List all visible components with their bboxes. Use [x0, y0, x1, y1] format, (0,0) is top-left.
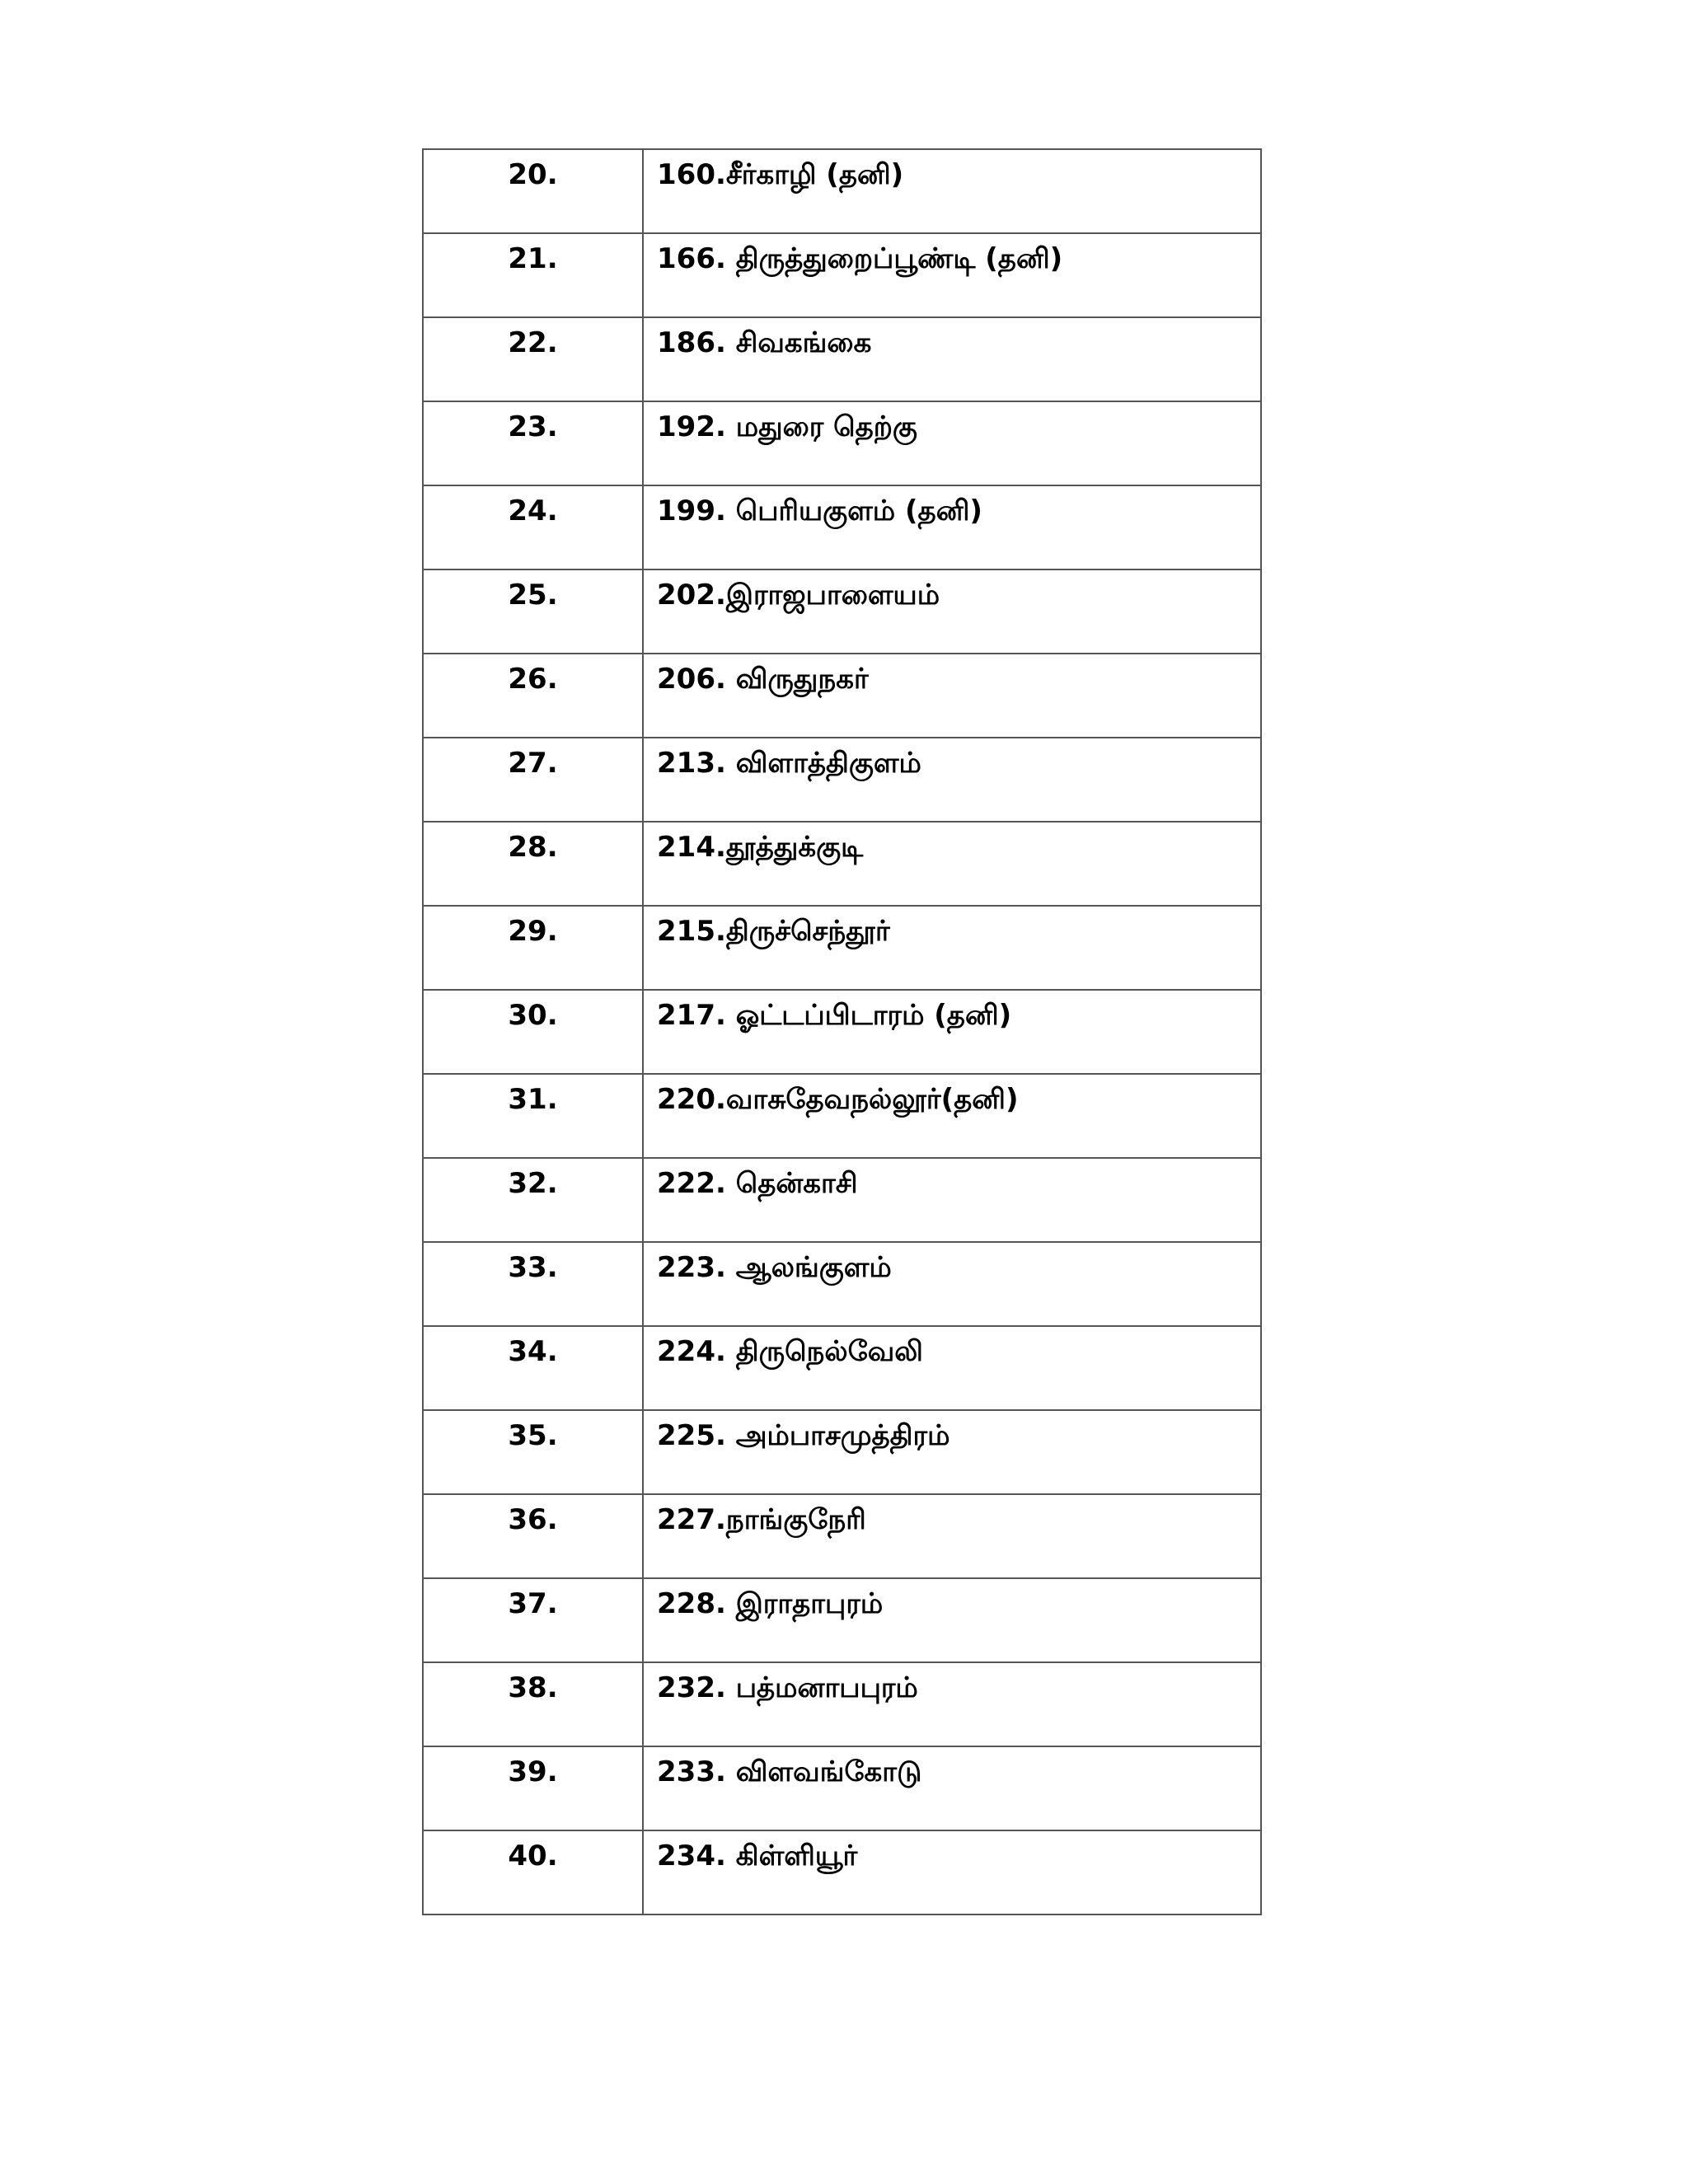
serial-number: 37.: [508, 1587, 558, 1620]
constituency-name: 160.சீர்காழி (தனி): [657, 158, 904, 191]
constituency-name: 215.திருச்செந்தூர்: [657, 915, 890, 948]
serial-cell: [423, 1746, 643, 1830]
table-row: [423, 822, 1261, 906]
serial-number: 40.: [508, 1840, 558, 1872]
constituency-cell: [643, 1494, 1261, 1578]
constituency-cell: [643, 1746, 1261, 1830]
constituency-name: 227.நாங்குநேரி: [657, 1503, 866, 1536]
constituency-name: 233. விளவங்கோடு: [657, 1755, 922, 1788]
constituency-name: 206. விருதுநகர்: [657, 663, 869, 696]
constituency-cell: [643, 822, 1261, 906]
serial-cell: [423, 1242, 643, 1326]
serial-cell: [423, 233, 643, 317]
table-row: [423, 1578, 1261, 1662]
serial-cell: [423, 1074, 643, 1158]
constituency-name: 225. அம்பாசமுத்திரம்: [657, 1419, 950, 1452]
serial-cell: [423, 317, 643, 401]
serial-number: 39.: [508, 1755, 558, 1788]
table-row: [423, 990, 1261, 1074]
table-row: [423, 1746, 1261, 1830]
serial-number: 29.: [508, 915, 558, 948]
table-row: [423, 1662, 1261, 1746]
constituency-name: 222. தென்காசி: [657, 1167, 858, 1200]
table-row: [423, 485, 1261, 569]
serial-number: 27.: [508, 747, 558, 780]
serial-cell: [423, 1326, 643, 1410]
serial-number: 38.: [508, 1671, 558, 1704]
table-row: [423, 906, 1261, 990]
serial-cell: [423, 1830, 643, 1915]
table-row: [423, 1410, 1261, 1494]
constituency-cell: [643, 485, 1261, 569]
serial-cell: [423, 822, 643, 906]
constituency-cell: [643, 1830, 1261, 1915]
serial-number: 23.: [508, 410, 558, 443]
table-row: [423, 1074, 1261, 1158]
table-row: [423, 1242, 1261, 1326]
serial-cell: [423, 1578, 643, 1662]
serial-cell: [423, 654, 643, 738]
serial-number: 22.: [508, 326, 558, 359]
table-row: [423, 1326, 1261, 1410]
serial-cell: [423, 485, 643, 569]
serial-cell: [423, 738, 643, 822]
table-row: [423, 149, 1261, 233]
serial-number: 26.: [508, 663, 558, 696]
constituency-name: 192. மதுரை தெற்கு: [657, 410, 917, 443]
constituency-name: 224. திருநெல்வேலி: [657, 1335, 923, 1368]
table-row: [423, 654, 1261, 738]
serial-cell: [423, 990, 643, 1074]
table-row: [423, 569, 1261, 654]
constituency-name: 220.வாசுதேவநல்லூர்(தனி): [657, 1083, 1019, 1116]
constituency-table: [422, 148, 1262, 1915]
table-row: [423, 1830, 1261, 1915]
constituency-name: 166. திருத்துறைப்பூண்டி (தனி): [657, 242, 1063, 275]
table-row: [423, 317, 1261, 401]
serial-number: 32.: [508, 1167, 558, 1200]
constituency-cell: [643, 990, 1261, 1074]
constituency-cell: [643, 1326, 1261, 1410]
serial-number: 35.: [508, 1419, 558, 1452]
serial-number: 33.: [508, 1251, 558, 1284]
serial-cell: [423, 906, 643, 990]
serial-number: 36.: [508, 1503, 558, 1536]
constituency-name: 214.தூத்துக்குடி: [657, 831, 864, 864]
serial-number: 20.: [508, 158, 558, 191]
serial-number: 30.: [508, 999, 558, 1032]
constituency-cell: [643, 1662, 1261, 1746]
constituency-name: 232. பத்மனாபபுரம்: [657, 1671, 918, 1704]
constituency-cell: [643, 233, 1261, 317]
constituency-name: 213. விளாத்திகுளம்: [657, 747, 921, 780]
constituency-cell: [643, 401, 1261, 485]
table-body: [423, 149, 1261, 1915]
constituency-cell: [643, 1410, 1261, 1494]
serial-cell: [423, 149, 643, 233]
constituency-cell: [643, 569, 1261, 654]
serial-number: 34.: [508, 1335, 558, 1368]
serial-number: 21.: [508, 242, 558, 275]
serial-number: 24.: [508, 494, 558, 527]
serial-cell: [423, 1158, 643, 1242]
table-row: [423, 233, 1261, 317]
constituency-name: 186. சிவகங்கை: [657, 326, 872, 359]
serial-cell: [423, 1410, 643, 1494]
table-row: [423, 401, 1261, 485]
serial-cell: [423, 1662, 643, 1746]
constituency-cell: [643, 738, 1261, 822]
constituency-name: 223. ஆலங்குளம்: [657, 1251, 892, 1284]
constituency-cell: [643, 906, 1261, 990]
serial-number: 28.: [508, 831, 558, 864]
serial-cell: [423, 1494, 643, 1578]
constituency-cell: [643, 317, 1261, 401]
serial-number: 25.: [508, 579, 558, 612]
constituency-cell: [643, 1578, 1261, 1662]
serial-number: 31.: [508, 1083, 558, 1116]
constituency-cell: [643, 1074, 1261, 1158]
constituency-name: 217. ஓட்டப்பிடாரம் (தனி): [657, 999, 1012, 1032]
constituency-name: 228. இராதாபுரம்: [657, 1587, 884, 1620]
constituency-cell: [643, 654, 1261, 738]
table-row: [423, 1158, 1261, 1242]
constituency-name: 234. கிள்ளியூர்: [657, 1840, 858, 1872]
serial-cell: [423, 569, 643, 654]
constituency-cell: [643, 1158, 1261, 1242]
constituency-name: 199. பெரியகுளம் (தனி): [657, 494, 982, 527]
table-row: [423, 738, 1261, 822]
constituency-cell: [643, 1242, 1261, 1326]
serial-cell: [423, 401, 643, 485]
constituency-name: 202.இராஜபாளையம்: [657, 579, 940, 612]
table-row: [423, 1494, 1261, 1578]
constituency-cell: [643, 149, 1261, 233]
